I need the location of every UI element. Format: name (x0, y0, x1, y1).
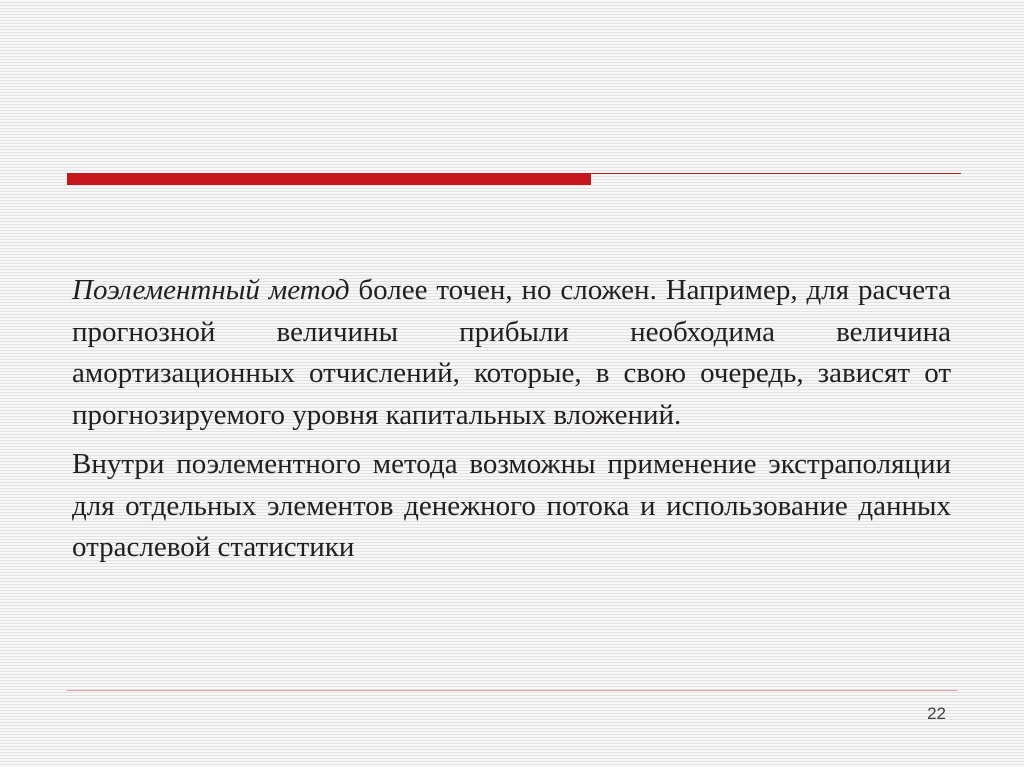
page-number: 22 (927, 704, 946, 723)
paragraph-1 (72, 270, 951, 436)
title-bar-thin (591, 173, 961, 174)
title-bar-thick (67, 173, 591, 185)
paragraph-2 (72, 444, 951, 569)
paragraph-1-text: более точен, но сложен. Например, для расчета прогнозной величины прибыли необходима величина амортизационных отчислений, которые, в свою очередь, зависят от прогнозируемого уровня капитальных вложений. (72, 274, 951, 431)
paragraph-2-text: Внутри поэлементного метода возможны применение экстраполяции для отдельных элементов денежного потока и использование данных отраслевой статистики (72, 448, 951, 563)
footer-divider (67, 690, 957, 691)
slide-body (72, 270, 951, 569)
emphasis-term: Поэлементный метод (72, 274, 350, 306)
